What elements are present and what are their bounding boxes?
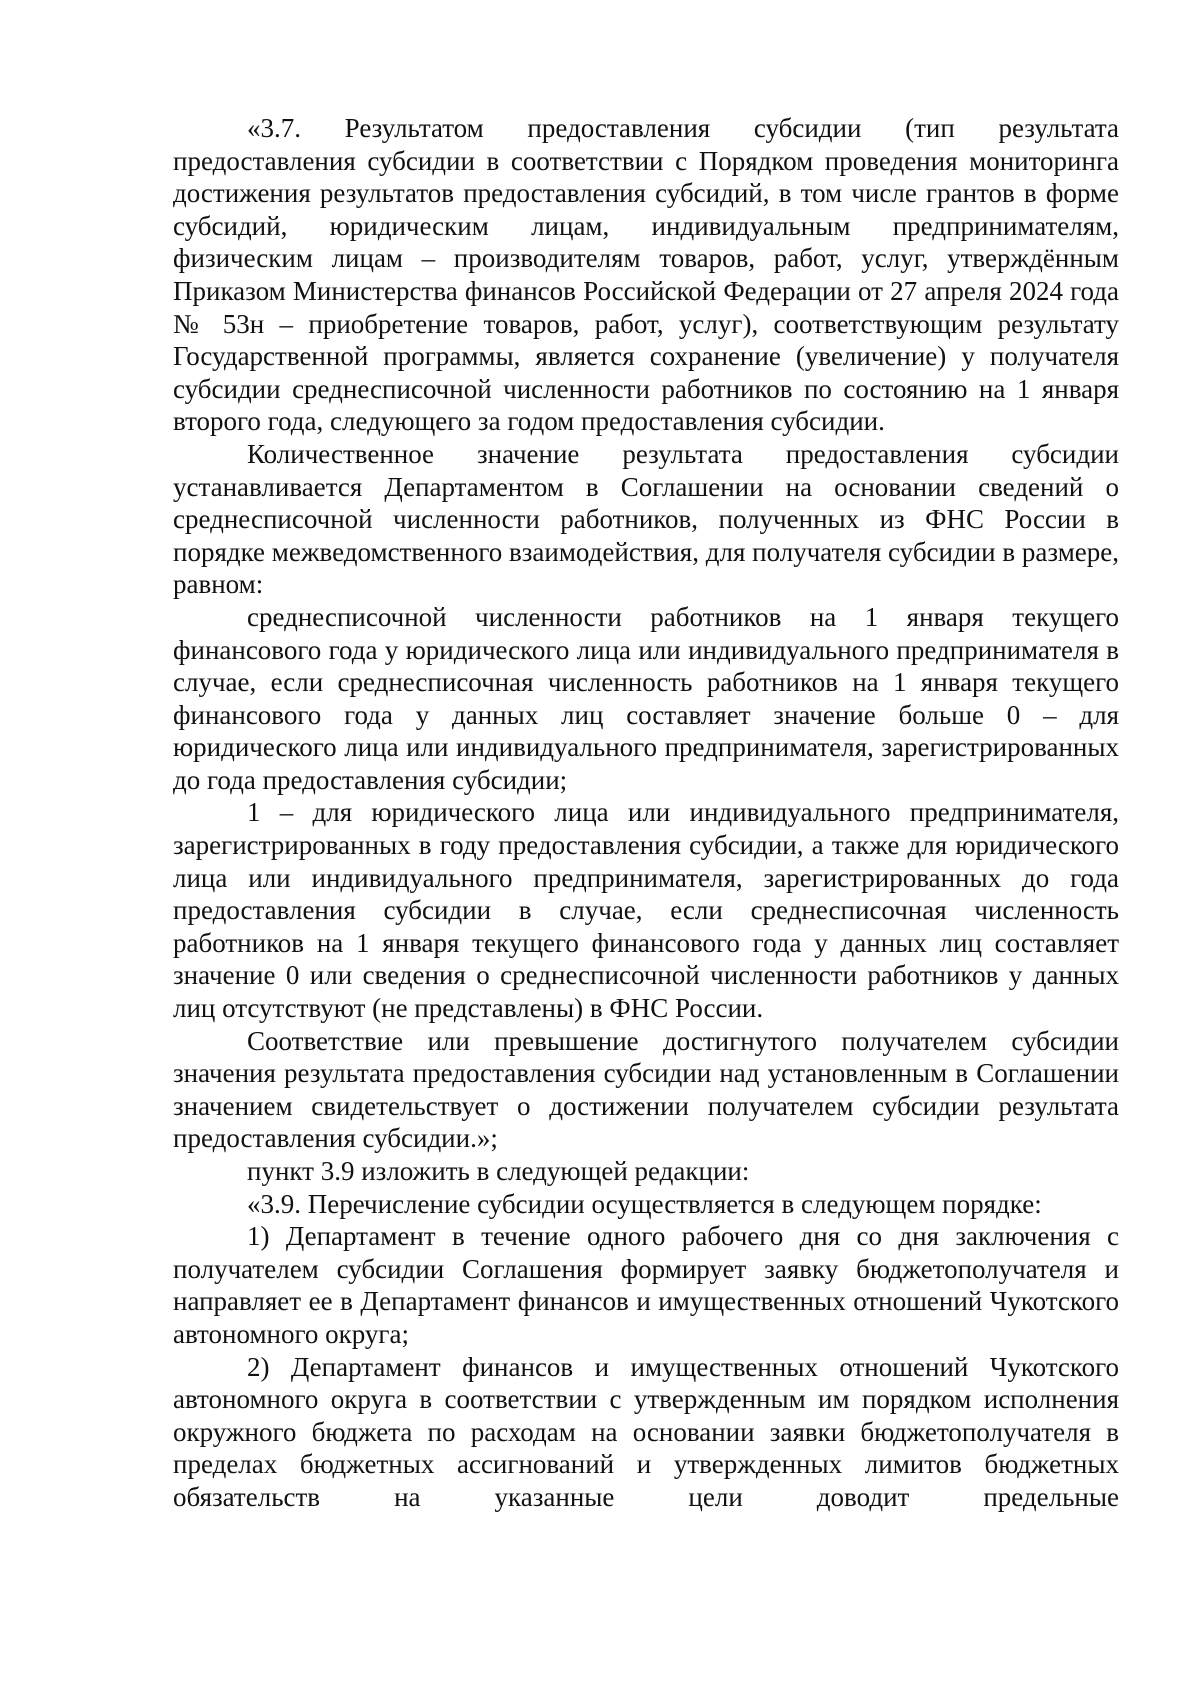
- paragraph-quantitative-value: Количественное значение результата предоставления субсидии устанавливается Департаментом в Соглашении на основании сведений о среднесписочной численности работников, полученных из ФНС России в порядке межведомственного взаимодействия, для получателя субсидии в размере, равном:: [173, 438, 1119, 600]
- paragraph-average-headcount: среднесписочной численности работников на 1 января текущего финансового года у юридического лица или индивидуального предпринимателя в случае, если среднесписочная численность работников на 1 января текущего финансового года у данных лиц составляет значение больше 0 – для юридического лица или индивидуального предпринимателя, зарегистрированных до года предоставления субсидии;: [173, 601, 1119, 795]
- paragraph-3-7: «3.7. Результатом предоставления субсидии (тип результата предоставления субсидии в соответствии с Порядком проведения мониторинга достижения результатов предоставления субсидий, в том числе грантов в форме субсидий, юридическим лицам, индивидуальным предпринимателям, физическим лицам – производителям товаров, работ, услуг, утверждённым Приказом Министерства финансов Российской Федерации от 27 апреля 2024 года № 53н – приобретение товаров, работ, услуг), соответствующим результату Государственной программы, является сохранение (увеличение) у получателя субсидии среднесписочной численности работников по состоянию на 1 января второго года, следующего за годом предоставления субсидии.: [173, 113, 1119, 437]
- paragraph-step-2: 2) Департамент финансов и имущественных отношений Чукотского автономного округа в соответствии с утвержденным им порядком исполнения окружного бюджета по расходам на основании заявки бюджетополучателя в пределах бюджетных ассигнований и утвержденных лимитов бюджетных обязательств на указанные цели доводит предельные: [173, 1351, 1119, 1512]
- paragraph-step-1: 1) Департамент в течение одного рабочего дня со дня заключения с получателем субсидии Соглашения формирует заявку бюджетополучателя и направляет ее в Департамент финансов и имущественных отношений Чукотского автономного округа;: [173, 1221, 1119, 1349]
- paragraph-achievement: Соответствие или превышение достигнутого получателем субсидии значения результата предоставления субсидии над установленным в Соглашении значением свидетельствует о достижении получателем субсидии результата предоставления субсидии.»;: [173, 1025, 1119, 1154]
- paragraph-item-3-9-intro: пункт 3.9 изложить в следующей редакции:: [247, 1156, 750, 1186]
- paragraph-value-one: 1 – для юридического лица или индивидуального предпринимателя, зарегистрированных в году предоставления субсидии, а также для юридического лица или индивидуального предпринимателя, зарегистрированных до года предоставления субсидии в случае, если среднесписочная численность работников на 1 января текущего финансового года у данных лиц составляет значение 0 или сведения о среднесписочной численности работников у данных лиц отсутствуют (не представлены) в ФНС России.: [173, 797, 1119, 1024]
- document-body: [173, 112, 1119, 1514]
- paragraph-3-9: «3.9. Перечисление субсидии осуществляется в следующем порядке:: [247, 1188, 1042, 1219]
